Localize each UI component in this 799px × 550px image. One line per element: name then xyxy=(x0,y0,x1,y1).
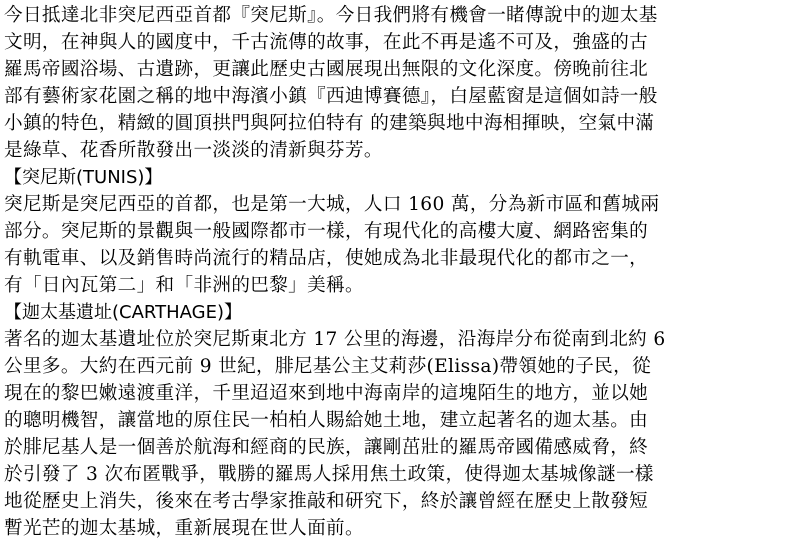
tunis-line: 有「日內瓦第二」和「非洲的巴黎」美稱。 xyxy=(4,275,364,296)
tunis-line: 有軌電車、以及銷售時尚流行的精品店，使她成為北非最現代化的都市之一， xyxy=(4,248,649,269)
carthage-line: 現在的黎巴嫩遠渡重洋，千里迢迢來到地中海南岸的這塊陌生的地方，並以她 xyxy=(4,383,649,404)
intro-line: 今日抵達北非突尼西亞首都『突尼斯』。今日我們將有機會一睹傳說中的迦太基 xyxy=(4,5,658,26)
tunis-line: 部分。突尼斯的景觀與一般國際都市一樣，有現代化的高樓大廈、網路密集的 xyxy=(4,221,649,242)
intro-line: 部有藝術家花園之稱的地中海濱小鎮『西迪博賽德』，白屋藍窗是這個如詩一般 xyxy=(4,86,658,107)
tunis-line: 突尼斯是突尼西亞的首都，也是第一大城，人口 160 萬，分為新市區和舊城兩 xyxy=(4,194,660,215)
section-heading-tunis: 【突尼斯(TUNIS)】 xyxy=(4,167,163,188)
intro-line: 是綠草、花香所散發出一淡淡的清新與芬芳。 xyxy=(4,140,383,161)
carthage-line: 的聰明機智，讓當地的原住民一柏柏人賜給她土地，建立起著名的迦太基。由 xyxy=(4,410,649,431)
carthage-line: 地從歷史上消失，後來在考古學家推敲和研究下，終於讓曾經在歷史上散發短 xyxy=(4,491,649,512)
carthage-line: 於腓尼基人是一個善於航海和經商的民族，讓剛茁壯的羅馬帝國備感威脅，終 xyxy=(4,437,649,458)
intro-line: 小鎮的特色，精緻的圓頂拱門與阿拉伯特有 的建築與地中海相揮映，空氣中滿 xyxy=(4,113,655,134)
carthage-line: 於引發了 3 次布匿戰爭，戰勝的羅馬人採用焦土政策，使得迦太基城像謎一樣 xyxy=(4,464,654,485)
carthage-line: 著名的迦太基遺址位於突尼斯東北方 17 公里的海邊，沿海岸分布從南到北約 6 xyxy=(4,329,666,350)
intro-line: 文明，在神與人的國度中，千古流傳的故事，在此不再是遙不可及，強盛的古 xyxy=(4,32,649,53)
section-heading-carthage: 【迦太基遺址(CARTHAGE)】 xyxy=(4,302,242,323)
carthage-line: 公里多。大約在西元前 9 世紀，腓尼基公主艾莉莎(Elissa)帶領她的子民，從 xyxy=(4,356,652,377)
intro-line: 羅馬帝國浴場、古遺跡，更讓此歷史古國展現出無限的文化深度。傍晚前往北 xyxy=(4,59,649,80)
carthage-line: 暫光芒的迦太基城，重新展現在世人面前。 xyxy=(4,518,364,539)
